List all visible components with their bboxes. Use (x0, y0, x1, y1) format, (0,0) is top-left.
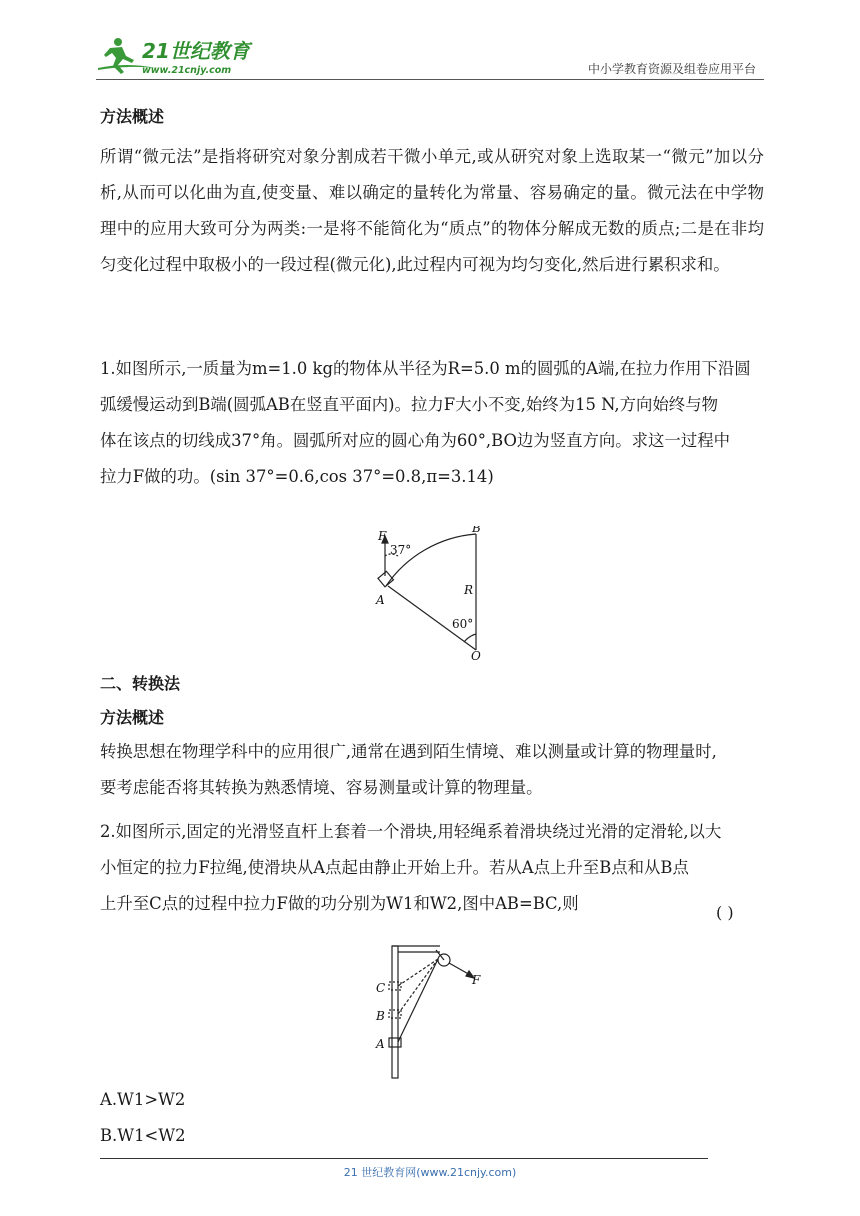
question-2-line-1: 2.如图所示,固定的光滑竖直杆上套着一个滑块,用轻绳系着滑块绕过光滑的定滑轮,以大 (100, 822, 722, 841)
fig1-label-60: 60° (452, 617, 474, 631)
question-1-line-2: 弧缓慢运动到B端(圆弧AB在竖直平面内)。拉力F大小不变,始终为15 N,方向始终与物 (100, 395, 718, 414)
question-1-line-4: 拉力F做的功。(sin 37°=0.6,cos 37°=0.8,π=3.14) (100, 467, 494, 486)
fig1-label-o: O (471, 649, 481, 662)
footer-text[interactable]: 21 世纪教育网(www.21cnjy.com) (343, 1166, 517, 1179)
fig1-label-r: R (464, 583, 474, 597)
fig2-label-f: F (472, 973, 481, 987)
logo-text: 21世纪教育 (142, 39, 250, 63)
fig1-label-b: B (472, 526, 481, 535)
fig2-label-a: A (376, 1037, 385, 1051)
platform-title: 中小学教育资源及组卷应用平台 (587, 62, 756, 76)
slider-b (389, 1010, 401, 1018)
footer-divider (100, 1158, 708, 1159)
question-2 (100, 814, 764, 922)
logo-url: www.21cnjy.com (142, 65, 232, 76)
option-a[interactable]: A.W1>W2 (100, 1090, 186, 1109)
fig1-label-a: A (376, 593, 385, 607)
intro-paragraph: 所谓“微元法”是指将研究对象分割成若干微小单元,或从研究对象上选取某一“微元”加以分析,从而可以化曲为直,使变量、难以确定的量转化为常量、容易确定的量。微元法在中学物理中的应用大致可分为两类:一是将不能简化为“质点”的物体分解成无数的质点;二是在非均匀变化过程中取极小的一段过程(微元化),此过程内可视为均匀变化,然后进行累积求和。 (100, 147, 764, 274)
conversion-line-2: 要考虑能否将其转换为熟悉情境、容易测量或计算的物理量。 (100, 778, 543, 797)
vertical-rod (392, 946, 398, 1078)
figure-pulley (374, 942, 484, 1084)
site-logo (96, 34, 256, 80)
method-heading-2: 方法概述 (100, 708, 165, 727)
question-2-line-2: 小恒定的拉力F拉绳,使滑块从A点起由静止开始上升。若从A点上升至B点和从B点 (100, 858, 689, 877)
conversion-paragraph (100, 734, 764, 806)
question-1-line-1: 1.如图所示,一质量为m=1.0 kg的物体从半径为R=5.0 m的圆弧的A端,在拉力作用下沿圆 (100, 359, 751, 378)
header-divider (96, 79, 764, 80)
options (100, 1082, 764, 1154)
answer-blank: ( ) (716, 903, 734, 922)
fig2-label-b: B (376, 1009, 385, 1023)
method-heading-1: 方法概述 (100, 107, 165, 126)
option-b[interactable]: B.W1<W2 (100, 1126, 186, 1145)
figure-arc (372, 526, 492, 666)
fig1-label-37: 37° (390, 543, 412, 557)
question-1-line-3: 体在该点的切线成37°角。圆弧所对应的圆心角为60°,BO边为竖直方向。求这一过程中 (100, 431, 730, 450)
fig2-label-c: C (376, 981, 386, 995)
arc-path (386, 534, 476, 586)
conversion-line-1: 转换思想在物理学科中的应用很广,通常在遇到陌生情境、难以测量或计算的物理量时, (100, 742, 717, 761)
question-1 (100, 351, 764, 495)
fig1-label-f: F (378, 529, 387, 543)
rope-a (398, 959, 438, 1042)
rope-b (398, 959, 438, 1014)
question-2-line-3: 上升至C点的过程中拉力F做的功分别为W1和W2,图中AB=BC,则 (100, 894, 579, 913)
section-2-title: 二、转换法 (100, 674, 181, 693)
slider-c (389, 982, 401, 990)
